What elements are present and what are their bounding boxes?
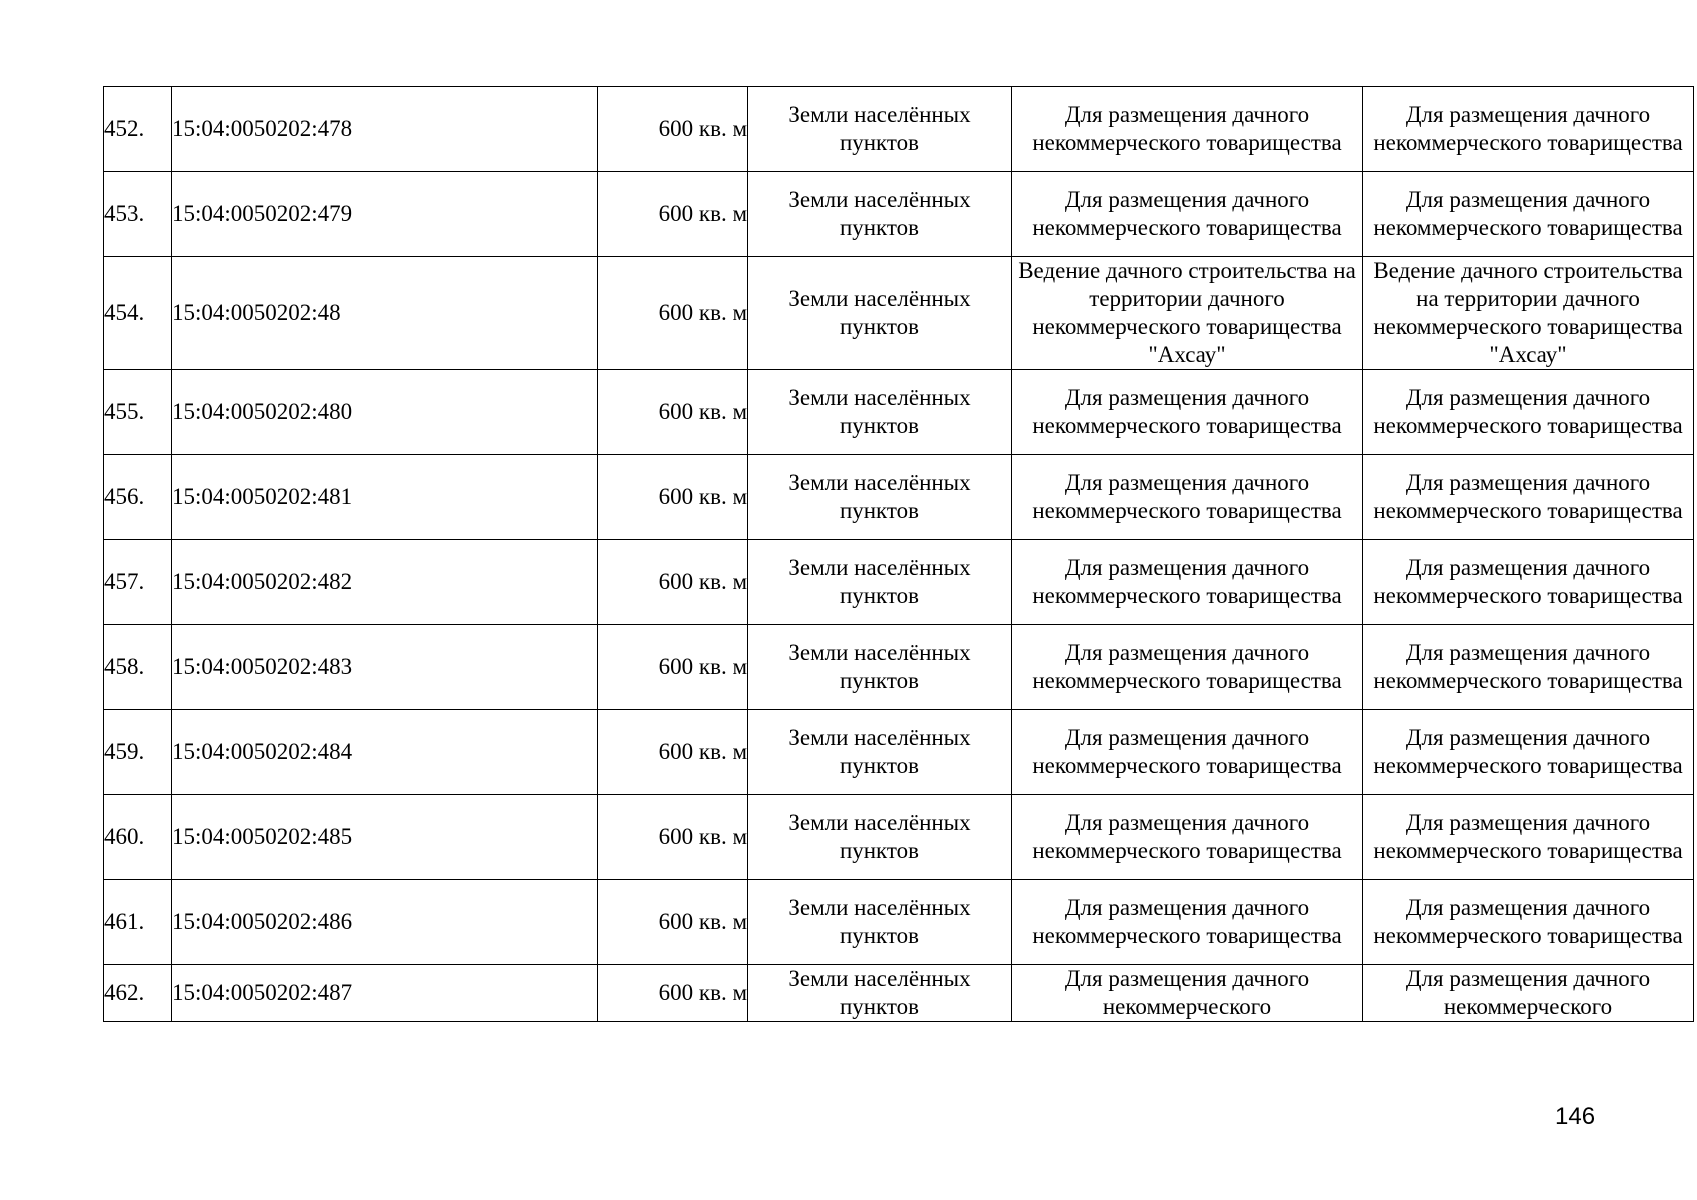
land-category: Земли населённых пунктов <box>748 880 1012 965</box>
permitted-use: Ведение дачного строительства на территории дачного некоммерческого товарищества "Ахсау" <box>1012 257 1363 370</box>
table-row <box>104 455 1694 540</box>
cadastral-number: 15:04:0050202:480 <box>172 370 598 455</box>
row-number: 454. <box>104 257 172 370</box>
cadastral-number: 15:04:0050202:481 <box>172 455 598 540</box>
permitted-use: Для размещения дачного некоммерческого товарищества <box>1012 625 1363 710</box>
cadastral-number: 15:04:0050202:482 <box>172 540 598 625</box>
table-row <box>104 87 1694 172</box>
permitted-use: Для размещения дачного некоммерческого товарищества <box>1012 710 1363 795</box>
plot-area: 600 кв. м <box>598 87 748 172</box>
table-row <box>104 257 1694 370</box>
land-category: Земли населённых пунктов <box>748 795 1012 880</box>
plot-area: 600 кв. м <box>598 625 748 710</box>
actual-use: Для размещения дачного некоммерческого товарищества <box>1363 172 1694 257</box>
row-number: 461. <box>104 880 172 965</box>
row-number: 452. <box>104 87 172 172</box>
cadastral-number: 15:04:0050202:48 <box>172 257 598 370</box>
plot-area: 600 кв. м <box>598 795 748 880</box>
table-row <box>104 540 1694 625</box>
actual-use: Ведение дачного строительства на территории дачного некоммерческого товарищества "Ахсау" <box>1363 257 1694 370</box>
plot-area: 600 кв. м <box>598 257 748 370</box>
permitted-use: Для размещения дачного некоммерческого товарищества <box>1012 795 1363 880</box>
row-number: 456. <box>104 455 172 540</box>
cadastral-number: 15:04:0050202:485 <box>172 795 598 880</box>
land-category: Земли населённых пунктов <box>748 87 1012 172</box>
actual-use: Для размещения дачного некоммерческого товарищества <box>1363 710 1694 795</box>
land-category: Земли населённых пунктов <box>748 455 1012 540</box>
row-number: 462. <box>104 965 172 1022</box>
land-category: Земли населённых пунктов <box>748 965 1012 1022</box>
plot-area: 600 кв. м <box>598 710 748 795</box>
actual-use: Для размещения дачного некоммерческого товарищества <box>1363 540 1694 625</box>
permitted-use: Для размещения дачного некоммерческого товарищества <box>1012 370 1363 455</box>
table-body <box>104 87 1694 1022</box>
plot-area: 600 кв. м <box>598 370 748 455</box>
row-number: 457. <box>104 540 172 625</box>
permitted-use: Для размещения дачного некоммерческого товарищества <box>1012 87 1363 172</box>
actual-use: Для размещения дачного некоммерческого товарищества <box>1363 880 1694 965</box>
plot-area: 600 кв. м <box>598 880 748 965</box>
land-category: Земли населённых пунктов <box>748 370 1012 455</box>
row-number: 458. <box>104 625 172 710</box>
cadastral-number: 15:04:0050202:487 <box>172 965 598 1022</box>
table-row <box>104 880 1694 965</box>
page-number: 146 <box>1555 1103 1596 1130</box>
actual-use: Для размещения дачного некоммерческого товарищества <box>1363 455 1694 540</box>
row-number: 455. <box>104 370 172 455</box>
actual-use: Для размещения дачного некоммерческого товарищества <box>1363 370 1694 455</box>
table-row <box>104 710 1694 795</box>
table-row <box>104 625 1694 710</box>
land-plot-table <box>103 86 1694 1022</box>
actual-use: Для размещения дачного некоммерческого товарищества <box>1363 625 1694 710</box>
permitted-use: Для размещения дачного некоммерческого товарищества <box>1012 540 1363 625</box>
land-category: Земли населённых пунктов <box>748 257 1012 370</box>
land-category: Земли населённых пунктов <box>748 710 1012 795</box>
permitted-use: Для размещения дачного некоммерческого товарищества <box>1012 172 1363 257</box>
land-category: Земли населённых пунктов <box>748 172 1012 257</box>
permitted-use: Для размещения дачного некоммерческого товарищества <box>1012 455 1363 540</box>
land-category: Земли населённых пунктов <box>748 540 1012 625</box>
actual-use: Для размещения дачного некоммерческого товарищества <box>1363 795 1694 880</box>
actual-use: Для размещения дачного некоммерческого товарищества <box>1363 87 1694 172</box>
permitted-use: Для размещения дачного некоммерческого <box>1012 965 1363 1022</box>
plot-area: 600 кв. м <box>598 455 748 540</box>
plot-area: 600 кв. м <box>598 965 748 1022</box>
table-row <box>104 795 1694 880</box>
land-category: Земли населённых пунктов <box>748 625 1012 710</box>
cadastral-number: 15:04:0050202:479 <box>172 172 598 257</box>
cadastral-number: 15:04:0050202:478 <box>172 87 598 172</box>
row-number: 453. <box>104 172 172 257</box>
permitted-use: Для размещения дачного некоммерческого товарищества <box>1012 880 1363 965</box>
row-number: 460. <box>104 795 172 880</box>
plot-area: 600 кв. м <box>598 540 748 625</box>
plot-area: 600 кв. м <box>598 172 748 257</box>
table-row <box>104 370 1694 455</box>
table-row <box>104 965 1694 1022</box>
actual-use: Для размещения дачного некоммерческого <box>1363 965 1694 1022</box>
cadastral-number: 15:04:0050202:484 <box>172 710 598 795</box>
row-number: 459. <box>104 710 172 795</box>
cadastral-number: 15:04:0050202:483 <box>172 625 598 710</box>
cadastral-number: 15:04:0050202:486 <box>172 880 598 965</box>
table-row <box>104 172 1694 257</box>
